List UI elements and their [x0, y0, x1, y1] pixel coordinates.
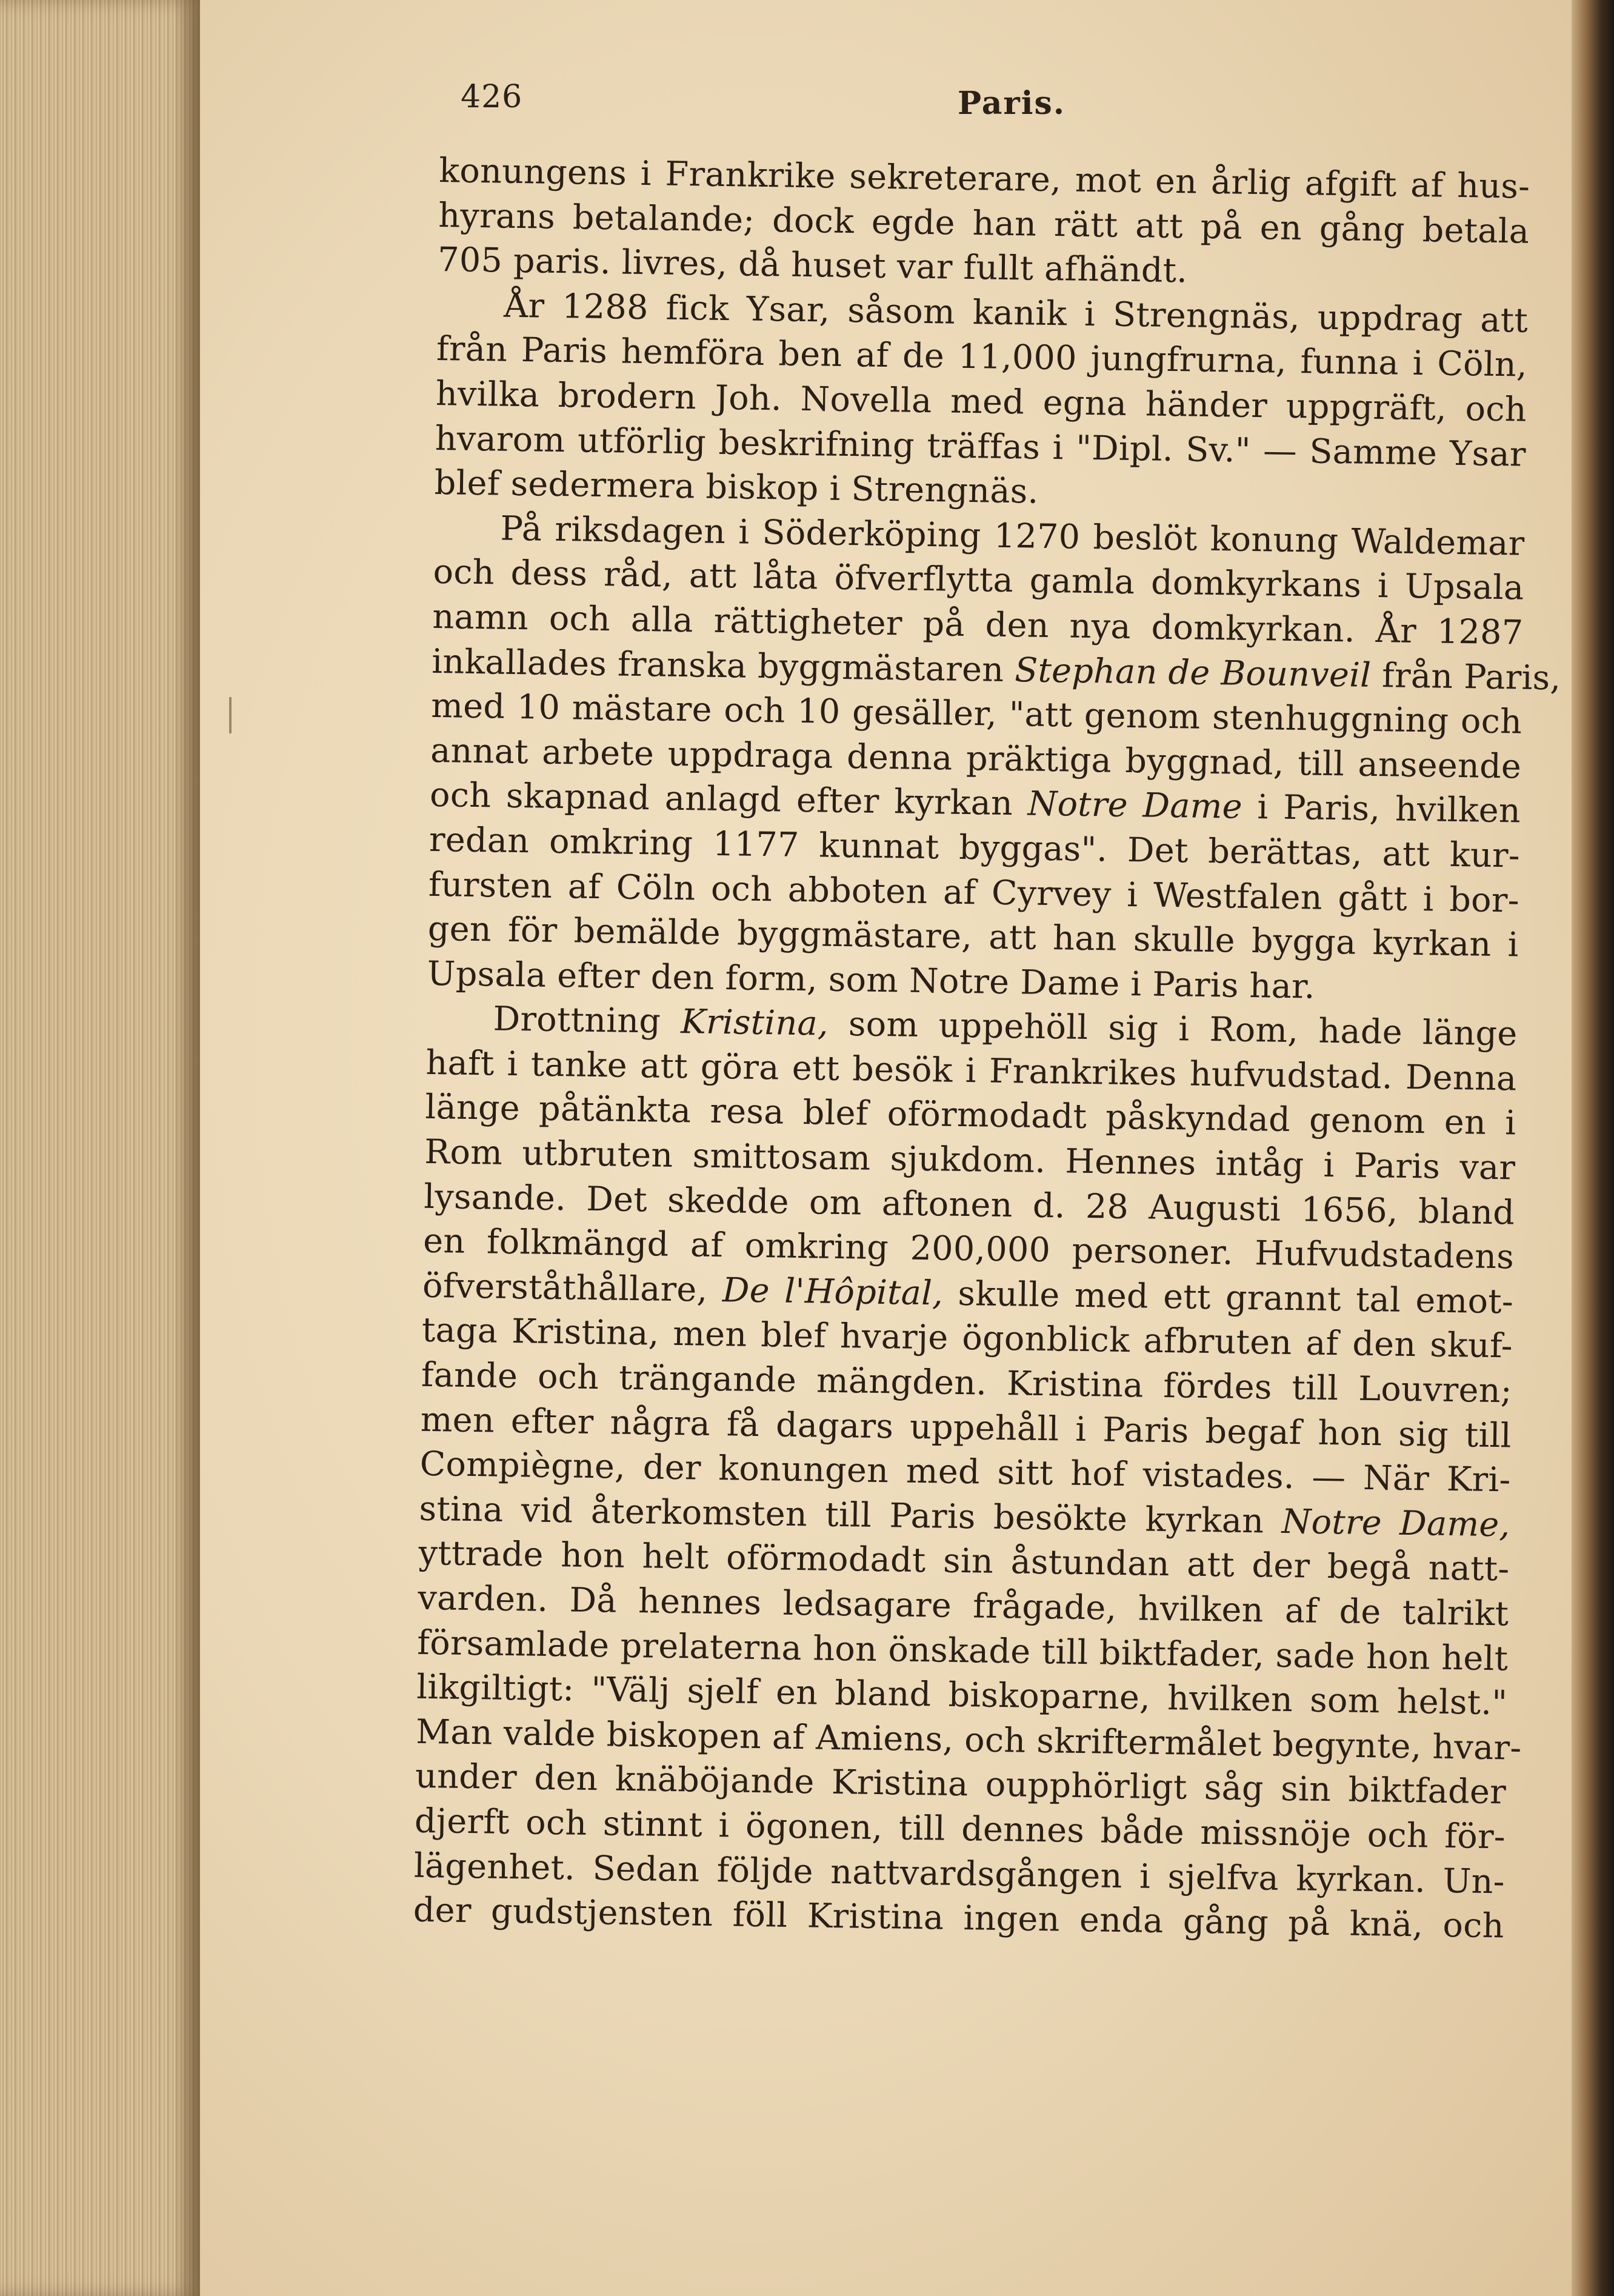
- text-segment: och skapnad anlagd efter kyrkan: [429, 775, 1013, 824]
- italic-name: Kristina,: [680, 1002, 829, 1044]
- text-line: en folkmängd af omkring 200,000 personer. Hufvudstadens: [422, 1221, 1515, 1277]
- book-gutter: [1572, 0, 1614, 2296]
- text-line: Compiègne, der konungen med sitt hof vistades. — När Kri-: [419, 1444, 1512, 1500]
- text-segment: i Paris, hvilken: [1257, 787, 1521, 831]
- text-line: under den knäböjande Kristina oupphörligt såg sin biktfader: [415, 1757, 1507, 1812]
- text-line: djerft och stinnt i ögonen, till dennes både missnöje och för-: [414, 1801, 1506, 1857]
- text-line: fursten af Cöln och abboten af Cyrvey i Westfalen gått i bor-: [428, 864, 1520, 921]
- body-text: [413, 149, 1561, 1949]
- text-line: haft i tanke att göra ett besök i Frankrikes hufvudstad. Denna: [425, 1043, 1517, 1099]
- text-segment: som uppehöll sig i Rom, hade länge: [848, 1004, 1518, 1054]
- text-line: På riksdagen i Söderköping 1270 beslöt konung Waldemar: [500, 509, 1526, 564]
- italic-name: De l'Hôpital,: [722, 1270, 944, 1313]
- italic-name: Notre Dame: [1027, 784, 1243, 827]
- text-line: från Paris hemföra ben af de 11,000 jungfrurna, funna i Cöln,: [436, 329, 1528, 385]
- text-line: och dess råd, att låta öfverflytta gamla domkyrkans i Upsala: [433, 552, 1524, 608]
- text-segment: öfverståthållare,: [422, 1266, 709, 1310]
- text-line: konungens i Frankrike sekreterare, mot en årlig afgift af hus-: [438, 150, 1530, 207]
- running-title: Paris.: [958, 85, 1065, 122]
- text-line: lägenhet. Sedan följde nattvardsgången i sjelfva kyrkan. Un-: [413, 1846, 1506, 1901]
- italic-name: Notre Dame,: [1281, 1501, 1510, 1545]
- text-segment: skulle med ett grannt tal emot-: [958, 1273, 1514, 1322]
- text-line: yttrade hon helt oförmodadt sin åstundan att der begå natt-: [418, 1533, 1510, 1589]
- text-line: Rom utbruten smittosam sjukdom. Hennes intåg i Paris var: [424, 1132, 1516, 1188]
- text-line: blef sedermera biskop i Strengnäs.: [434, 463, 1039, 512]
- text-line: redan omkring 1177 kunnat byggas". Det berättas, att kur-: [429, 819, 1521, 876]
- text-line: År 1288 fick Ysar, såsom kanik i Strengnäs, uppdrag att: [503, 285, 1529, 341]
- text-line: likgiltigt: "Välj sjelf en bland biskoparne, hvilken som helst.": [416, 1667, 1508, 1723]
- text-segment: Drottning: [493, 999, 661, 1041]
- text-line: länge påtänkta resa blef oförmodadt påskyndad genom en i: [425, 1087, 1516, 1143]
- text-segment: stina vid återkomsten till Paris besökte kyrkan: [419, 1489, 1264, 1541]
- text-line: men efter några få dagars uppehåll i Paris begaf hon sig till: [420, 1400, 1512, 1456]
- text-line: hyrans betalande; dock egde han rätt att på en gång betala: [438, 195, 1530, 252]
- page-number: 426: [461, 79, 523, 115]
- text-line: fande och trängande mängden. Kristina fördes till Louvren;: [421, 1355, 1513, 1411]
- text-line: varden. Då hennes ledsagare frågade, hvilken af de talrikt: [418, 1578, 1509, 1634]
- text-line: gen för bemälde byggmästare, att han skulle bygga kyrkan i: [427, 909, 1519, 965]
- text-line: der gudstjensten föll Kristina ingen enda gång på knä, och: [413, 1890, 1505, 1946]
- text-line: hvilka brodern Joh. Novella med egna händer uppgräft, och: [435, 373, 1527, 430]
- italic-name: Stephan de Bounveil: [1014, 650, 1372, 695]
- text-line: annat arbete uppdraga denna präktiga byggnad, till anseende: [430, 730, 1522, 787]
- text-line: namn och alla rättigheter på den nya domkyrkan. År 1287: [432, 596, 1524, 653]
- text-line: 705 paris. livres, då huset var fullt afhändt.: [437, 240, 1188, 291]
- text-line: med 10 mästare och 10 gesäller, "att genom stenhuggning och: [430, 686, 1522, 742]
- text-line: lysande. Det skedde om aftonen d. 28 Augusti 1656, bland: [423, 1176, 1515, 1233]
- text-line: hvarom utförlig beskrifning träffas i "Dipl. Sv." — Samme Ysar: [435, 418, 1527, 475]
- text-segment: från Paris,: [1381, 655, 1561, 698]
- text-line: Man valde biskopen af Amiens, och skriftermålet begynte, hvar-: [415, 1712, 1522, 1768]
- text-line: Upsala efter den form, som Notre Dame i Paris har.: [427, 953, 1316, 1007]
- text-line: församlade prelaterna hon önskade till biktfader, sade hon helt: [416, 1623, 1509, 1679]
- page-header: [461, 73, 1612, 145]
- margin-mark: [229, 697, 232, 733]
- page-edges: [0, 0, 200, 2296]
- text-line: taga Kristina, men blef hvarje ögonblick afbruten af den skuf-: [421, 1310, 1513, 1366]
- text-segment: inkallades franska byggmästaren: [431, 641, 1004, 690]
